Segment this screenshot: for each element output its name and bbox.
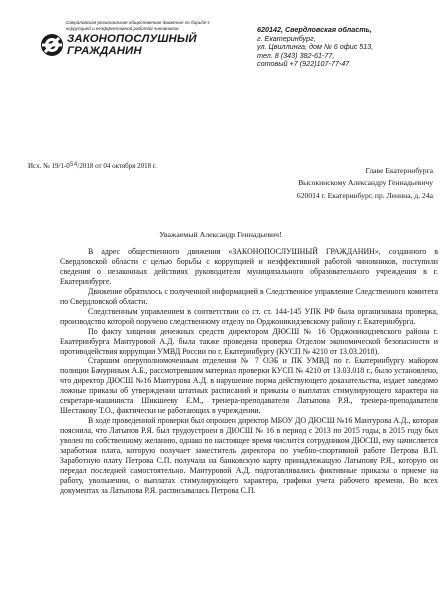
- contact-address-line1: 620142, Свердловская область,: [257, 25, 372, 34]
- outgoing-suffix: /2018 от 04 октября 2018 г.: [77, 162, 157, 170]
- body-paragraph: Движение обратилось с полученной информацией в Следственное управление Следственного комитета по Свердловской области.: [60, 286, 438, 306]
- addressee-line2: Высокинскому Александру Геннадьевичу: [298, 178, 433, 188]
- addressee-line3: 620014 г. Екатеринбург, пр. Ленина, д. 24а: [296, 190, 433, 200]
- outgoing-handwritten-number: 54: [69, 161, 78, 168]
- logo-text: [64, 33, 197, 57]
- body-paragraph: В ходе проведенной проверки был опрошен директор МБОУ ДО ДЮСШ №16 Мантурова А.Д., которая пояснила, что Латыпов Р.Я. был трудоустроен в ДЮСШ № 16 в период с 2013 по 2015 годы, в 2015 году был уволен по собственному желанию, однако по настоящее время числится сотрудником ДЮСШ, ему начисляется заработная плата, которую получает заместитель директора по учебно-спортивной работе Петрова В.П. Заработную плату Петрова С.П. получала на банковскую карту принадлежащую Латыпову Р.Я., которую он передал последней самостоятельно. Мантуровой А.Д. подготавливались фиктивные приказы о приеме на работу, увольнении, о выплатах стимулирующего характера, графики учета рабочего времени. Во всех документах за Латыпова Р.Я. расписывалась Петрова С.П.: [60, 416, 438, 495]
- logo-name-line1: ЗАКОНОПОСЛУШНЫЙ: [67, 33, 197, 46]
- body-paragraph: В адрес общественного движения «ЗАКОНОПОСЛУШНЫЙ ГРАЖДАНИН», созданного в Свердловской области с целью борьбы с коррупцией и неэффективной работой чиновников, поступили сведения о незаконных действиях руководителя муниципального образовательного учреждения в г. Екатеринбурге.: [60, 247, 438, 286]
- outgoing-prefix: Исх. № 19/1-0: [28, 162, 70, 170]
- body-paragraph: Следственным управлением в соответствии со ст. ст. 144-145 УПК РФ была организована проверка, производство которой поручено следственному отделу по Орджоникидзевскому району г. Екатеринбурга.: [60, 306, 438, 326]
- contact-mobile: сотовый +7 (922)107-77-47: [257, 59, 350, 69]
- salutation: Уважаемый Александр Геннадьевич!: [159, 230, 282, 239]
- logo-subtitle: Свердловская региональная общественная движение по борьбе с коррупцией и неэффективной работой чиновников: [66, 20, 210, 31]
- body-paragraph: Старшим оперуполномоченным отделения № 7 ОЭБ и ПК УМВД по г. Екатеринбургу майором полиции Бачуриным А.Б., рассмотревшим материал проверки КУСП № 4210 от 13.03.018 г., было установлено, что директор ДЮСШ №16 Мантурова А.Д. в нарушение порма действующего доказательства, издает заведомо ложные приказы об утверждении штатных расписаний и приказы о выплатах стимулирующего характера на секретаря-машиниста Шикшееву Е.М., тренера-преподавателя Латыпова Р.Я., тренера-преподавателя Шестакову Т.О., фактически не работающих в учреждении.: [60, 356, 438, 416]
- letterhead-logo: [40, 20, 250, 57]
- movement-emblem-icon: [40, 33, 64, 57]
- addressee-line1: Главе Екатеринбурга: [365, 166, 433, 175]
- logo-row: [40, 33, 250, 57]
- letter-body: [60, 247, 438, 496]
- contact-address-line3: ул. Цвиллинга, дом № 6 офис 513,: [257, 42, 374, 52]
- body-paragraph: По факту хищения денежных средств директором ДЮСШ № 16 Орджоникидзевского района г. Екатеринбурга Мантуровой А.Д. была также проведена проверка Отделом экономической безопасности и противодействия коррупции УМВД России по г. Екатеринбургу (КУСП № 4210 от 13.03.2018).: [60, 326, 438, 356]
- logo-name-line2: ГРАЖДАНИН: [67, 45, 142, 58]
- contact-phone: тел. 8 (343) 382-61-77,: [257, 50, 335, 60]
- outgoing-number: [28, 162, 157, 170]
- addressee-block: [297, 165, 433, 202]
- contact-address-line2: г. Екатеринбург,: [257, 33, 316, 43]
- contact-block: [257, 26, 433, 69]
